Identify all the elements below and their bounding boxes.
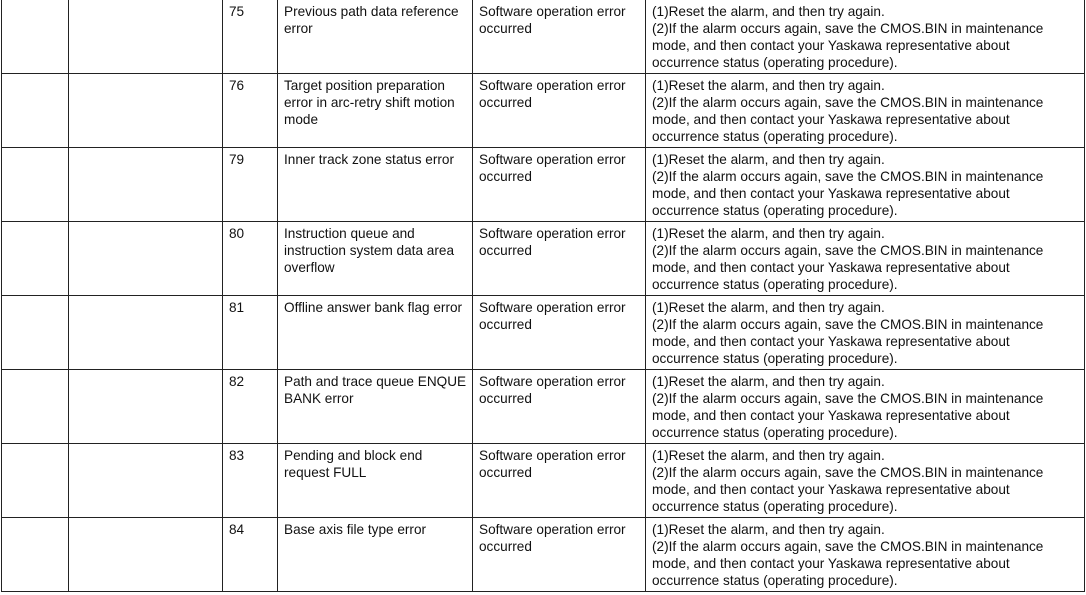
table-row	[2, 222, 1085, 296]
remedy-step-2-end: occurrence status (operating procedure).	[652, 203, 898, 218]
sub-code-cell: 81	[223, 296, 278, 370]
alarm-number-cell	[2, 444, 69, 518]
remedy-cell	[646, 370, 1085, 444]
alarm-name-cell	[69, 296, 223, 370]
alarm-name-cell	[69, 222, 223, 296]
remedy-step-2: (2)If the alarm occurs again, save the CMOS.BIN in maintenance	[652, 539, 1044, 554]
remedy-step-2-end: occurrence status (operating procedure).	[652, 425, 898, 440]
table-row	[2, 74, 1085, 148]
remedy-cell	[646, 74, 1085, 148]
sub-code-name-cell: Instruction queue and instruction system data area overflow	[278, 222, 473, 296]
remedy-step-2-end: occurrence status (operating procedure).	[652, 573, 898, 588]
alarm-number-cell	[2, 370, 69, 444]
sub-code-cell: 80	[223, 222, 278, 296]
alarm-name-cell	[69, 148, 223, 222]
remedy-step-1: (1)Reset the alarm, and then try again.	[652, 522, 885, 537]
remedy-step-2: (2)If the alarm occurs again, save the CMOS.BIN in maintenance	[652, 391, 1044, 406]
alarm-table	[1, 0, 1085, 592]
sub-code-name-cell: Target position preparation error in arc-retry shift motion mode	[278, 74, 473, 148]
remedy-step-1: (1)Reset the alarm, and then try again.	[652, 300, 885, 315]
remedy-step-1: (1)Reset the alarm, and then try again.	[652, 374, 885, 389]
remedy-step-2-cont: mode, and then contact your Yaskawa representative about	[652, 38, 1010, 53]
remedy-cell	[646, 148, 1085, 222]
remedy-step-2-end: occurrence status (operating procedure).	[652, 55, 898, 70]
remedy-step-1: (1)Reset the alarm, and then try again.	[652, 4, 885, 19]
sub-code-name-cell: Base axis file type error	[278, 518, 473, 592]
sub-code-name-cell: Path and trace queue ENQUE BANK error	[278, 370, 473, 444]
sub-code-cell: 82	[223, 370, 278, 444]
table-row	[2, 296, 1085, 370]
remedy-step-1: (1)Reset the alarm, and then try again.	[652, 448, 885, 463]
remedy-step-2-end: occurrence status (operating procedure).	[652, 129, 898, 144]
sub-code-name-cell: Pending and block end request FULL	[278, 444, 473, 518]
sub-code-name-cell: Inner track zone status error	[278, 148, 473, 222]
remedy-cell	[646, 444, 1085, 518]
alarm-name-cell	[69, 444, 223, 518]
cause-cell: Software operation error occurred	[473, 148, 646, 222]
remedy-step-2-cont: mode, and then contact your Yaskawa representative about	[652, 334, 1010, 349]
cause-cell: Software operation error occurred	[473, 370, 646, 444]
alarm-number-cell	[2, 518, 69, 592]
cause-cell: Software operation error occurred	[473, 296, 646, 370]
remedy-step-2-end: occurrence status (operating procedure).	[652, 351, 898, 366]
alarm-number-cell	[2, 222, 69, 296]
remedy-cell	[646, 222, 1085, 296]
table-row	[2, 444, 1085, 518]
table-row	[2, 370, 1085, 444]
remedy-step-2: (2)If the alarm occurs again, save the CMOS.BIN in maintenance	[652, 95, 1044, 110]
alarm-name-cell	[69, 518, 223, 592]
alarm-name-cell	[69, 370, 223, 444]
remedy-cell	[646, 296, 1085, 370]
alarm-name-cell	[69, 74, 223, 148]
remedy-step-2: (2)If the alarm occurs again, save the CMOS.BIN in maintenance	[652, 21, 1044, 36]
cause-cell: Software operation error occurred	[473, 518, 646, 592]
remedy-cell	[646, 0, 1085, 74]
remedy-step-2: (2)If the alarm occurs again, save the CMOS.BIN in maintenance	[652, 317, 1044, 332]
remedy-step-2-cont: mode, and then contact your Yaskawa representative about	[652, 482, 1010, 497]
remedy-step-2-cont: mode, and then contact your Yaskawa representative about	[652, 112, 1010, 127]
remedy-step-2-end: occurrence status (operating procedure).	[652, 277, 898, 292]
remedy-step-2-cont: mode, and then contact your Yaskawa representative about	[652, 260, 1010, 275]
remedy-step-1: (1)Reset the alarm, and then try again.	[652, 152, 885, 167]
remedy-step-2: (2)If the alarm occurs again, save the CMOS.BIN in maintenance	[652, 169, 1044, 184]
cause-cell: Software operation error occurred	[473, 222, 646, 296]
table-row	[2, 518, 1085, 592]
alarm-table-body	[2, 0, 1085, 592]
remedy-step-2-cont: mode, and then contact your Yaskawa representative about	[652, 408, 1010, 423]
remedy-step-2: (2)If the alarm occurs again, save the CMOS.BIN in maintenance	[652, 243, 1044, 258]
table-row	[2, 148, 1085, 222]
remedy-step-2-cont: mode, and then contact your Yaskawa representative about	[652, 186, 1010, 201]
remedy-step-2-end: occurrence status (operating procedure).	[652, 499, 898, 514]
remedy-step-1: (1)Reset the alarm, and then try again.	[652, 78, 885, 93]
remedy-step-2-cont: mode, and then contact your Yaskawa representative about	[652, 556, 1010, 571]
sub-code-cell: 83	[223, 444, 278, 518]
sub-code-name-cell: Previous path data reference error	[278, 0, 473, 74]
alarm-name-cell	[69, 0, 223, 74]
remedy-cell	[646, 518, 1085, 592]
alarm-number-cell	[2, 148, 69, 222]
cause-cell: Software operation error occurred	[473, 74, 646, 148]
sub-code-cell: 79	[223, 148, 278, 222]
sub-code-name-cell: Offline answer bank flag error	[278, 296, 473, 370]
sub-code-cell: 76	[223, 74, 278, 148]
alarm-number-cell	[2, 74, 69, 148]
alarm-number-cell	[2, 296, 69, 370]
cause-cell: Software operation error occurred	[473, 0, 646, 74]
alarm-number-cell	[2, 0, 69, 74]
sub-code-cell: 75	[223, 0, 278, 74]
remedy-step-1: (1)Reset the alarm, and then try again.	[652, 226, 885, 241]
table-row	[2, 0, 1085, 74]
remedy-step-2: (2)If the alarm occurs again, save the CMOS.BIN in maintenance	[652, 465, 1044, 480]
cause-cell: Software operation error occurred	[473, 444, 646, 518]
sub-code-cell: 84	[223, 518, 278, 592]
